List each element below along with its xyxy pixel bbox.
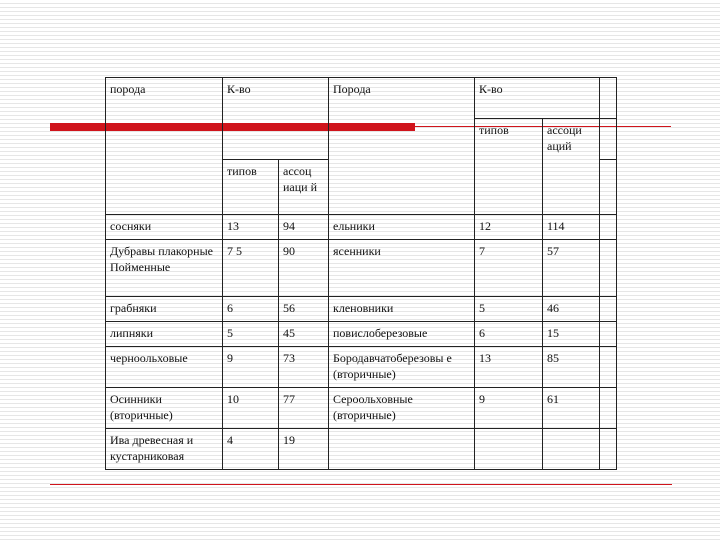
blank-cell [600,119,617,160]
header-row-1 [106,78,617,119]
right-types [475,429,543,470]
header-right-associations: ассоци аций [543,119,600,215]
left-species: Осинники (вторичные) [106,388,223,429]
header-left-types: типов [223,160,279,215]
left-types: 10 [223,388,279,429]
header-left-associations: ассоц иаци й [279,160,329,215]
right-associations [543,429,600,470]
table-row [106,429,617,470]
left-types: 5 [223,322,279,347]
left-species: липняки [106,322,223,347]
left-associations: 56 [279,297,329,322]
blank-cell [600,297,617,322]
right-species: ясенники [329,240,475,297]
species-table [105,77,617,470]
table-row [106,240,617,297]
right-associations: 85 [543,347,600,388]
blank-cell [600,429,617,470]
blank-cell [600,240,617,297]
accent-line-bottom [50,484,672,485]
right-types: 6 [475,322,543,347]
header-left-count: К-во [223,78,329,160]
table-row [106,297,617,322]
right-types: 5 [475,297,543,322]
header-right-types: типов [475,119,543,215]
right-species: Сероольховные (вторичные) [329,388,475,429]
header-left-species: порода [106,78,223,215]
header-right-species: Порода [329,78,475,215]
table-row [106,215,617,240]
left-species: Дубравы плакорные Пойменные [106,240,223,297]
left-species: Ива древесная и кустарниковая [106,429,223,470]
blank-cell [600,388,617,429]
left-associations: 45 [279,322,329,347]
left-types: 7 5 [223,240,279,297]
right-associations: 46 [543,297,600,322]
header-right-count: К-во [475,78,600,119]
blank-cell [600,322,617,347]
right-types: 7 [475,240,543,297]
left-species: черноольховые [106,347,223,388]
right-associations: 15 [543,322,600,347]
left-types: 4 [223,429,279,470]
left-associations: 73 [279,347,329,388]
left-associations: 19 [279,429,329,470]
right-species: повислоберезовые [329,322,475,347]
right-species: Бородавчатоберезовы е (вторичные) [329,347,475,388]
left-species: грабняки [106,297,223,322]
left-types: 6 [223,297,279,322]
right-types: 9 [475,388,543,429]
left-associations: 90 [279,240,329,297]
left-associations: 77 [279,388,329,429]
left-species: сосняки [106,215,223,240]
table-row [106,388,617,429]
left-associations: 94 [279,215,329,240]
blank-cell [600,215,617,240]
blank-cell [600,78,617,119]
right-types: 13 [475,347,543,388]
right-species: ельники [329,215,475,240]
blank-cell [600,160,617,215]
blank-cell [600,347,617,388]
right-associations: 114 [543,215,600,240]
left-types: 13 [223,215,279,240]
table-row [106,322,617,347]
table-row [106,347,617,388]
left-types: 9 [223,347,279,388]
right-associations: 61 [543,388,600,429]
right-species: кленовники [329,297,475,322]
right-associations: 57 [543,240,600,297]
right-types: 12 [475,215,543,240]
right-species [329,429,475,470]
